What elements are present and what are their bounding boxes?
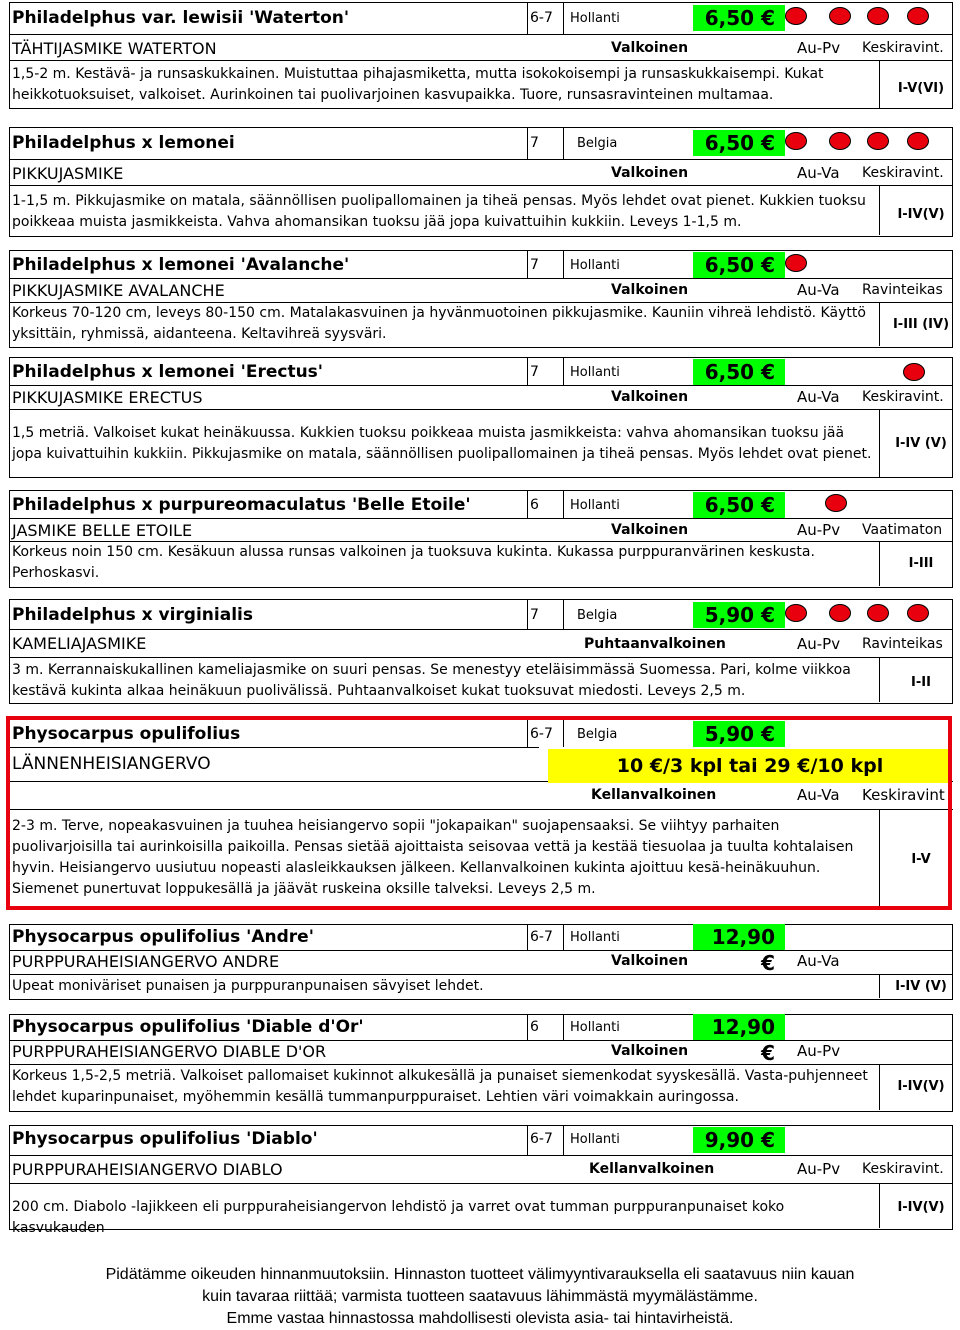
euro-symbol: € bbox=[761, 360, 775, 384]
flower-color: Valkoinen bbox=[611, 389, 689, 405]
finnish-name: PURPPURAHEISIANGERVO ANDRE bbox=[12, 952, 280, 971]
finnish-name: PIKKUJASMIKE AVALANCHE bbox=[12, 281, 225, 300]
product-name: Philadelphus x lemonei 'Erectus' bbox=[12, 362, 323, 382]
disclaimer-footer bbox=[0, 1264, 960, 1330]
hardiness-zone: 6 bbox=[530, 1019, 539, 1035]
rating-dot bbox=[785, 132, 807, 150]
disclaimer-line: Pidätämme oikeuden hinnanmuutoksiin. Hinnaston tuotteet välimyyntivarauksella eli saatavuus niin kauan bbox=[105, 1266, 855, 1283]
finnish-name: LÄNNENHEISIANGERVO bbox=[12, 754, 211, 774]
soil-demand: Keskiravint bbox=[862, 786, 945, 804]
euro-symbol: € bbox=[761, 131, 775, 155]
price-box bbox=[693, 1014, 785, 1065]
growing-zones: I-IV(V) bbox=[897, 1200, 945, 1215]
soil-demand: Keskiravint. bbox=[862, 389, 944, 405]
bloom-period: Au-Va bbox=[797, 164, 840, 182]
rating-dot bbox=[785, 7, 807, 25]
origin-country: Hollanti bbox=[570, 258, 620, 273]
description: Upeat moniväriset punaisen ja purppuranpunaisen sävyiset lehdet. bbox=[12, 978, 484, 994]
bloom-period: Au-Va bbox=[797, 952, 840, 970]
origin-country: Hollanti bbox=[570, 1020, 620, 1035]
soil-demand: Keskiravint. bbox=[862, 1161, 944, 1177]
price: 5,90 bbox=[704, 722, 755, 746]
flower-color: Valkoinen bbox=[611, 1043, 689, 1059]
product-entry bbox=[9, 127, 953, 237]
product-name: Philadelphus x purpureomaculatus 'Belle Etoile' bbox=[12, 495, 471, 515]
description: Korkeus noin 150 cm. Kesäkuun alussa runsas valkoinen ja tuoksuva kukinta. Kukassa purppuranvärinen keskusta. Perhoskasvi. bbox=[12, 544, 815, 581]
bloom-period: Au-Va bbox=[797, 388, 840, 406]
flower-color: Valkoinen bbox=[611, 40, 689, 56]
hardiness-zone: 6 bbox=[530, 497, 539, 513]
origin-country: Hollanti bbox=[570, 498, 620, 513]
product-name: Physocarpus opulifolius bbox=[12, 724, 241, 744]
product-name: Physocarpus opulifolius 'Diablo' bbox=[12, 1129, 318, 1149]
rating-dot bbox=[907, 7, 929, 25]
growing-zones: I-V bbox=[911, 852, 931, 867]
price: 6,50 bbox=[704, 131, 755, 155]
price-box bbox=[693, 359, 785, 385]
description: Korkeus 1,5-2,5 metriä. Valkoiset pallomaiset kukinnot alkukesällä ja punaiset siemenkodat syyskesällä. Vasta-puhjenneet lehdet kuparinpunaiset, myöhemmin kesällä tummanpurppuraiset. Lehtien väri voimakkain auringossa. bbox=[12, 1068, 868, 1105]
euro-symbol: € bbox=[761, 253, 775, 277]
description: 1-1,5 m. Pikkujasmike on matala, säännöllisen puolipallomainen ja tiheä pensas. Myös lehdet ovat pienet. Kukkien tuoksu poikkeaa muista jasmikkeista. Vahva ahomansikan tuoksu jää jopa kuivattuihin kukkiin. Leveys 1-1,5 m. bbox=[12, 193, 866, 230]
finnish-name: PURPPURAHEISIANGERVO DIABLO bbox=[12, 1160, 283, 1179]
price-box bbox=[693, 492, 785, 518]
promo-offer: 10 €/3 kpl tai 29 €/10 kpl bbox=[548, 749, 952, 783]
rating-dot bbox=[907, 132, 929, 150]
hardiness-zone: 6-7 bbox=[530, 726, 553, 742]
growing-zones: I-III bbox=[908, 556, 934, 571]
flower-color: Puhtaanvalkoinen bbox=[584, 636, 726, 652]
description: 3 m. Kerrannaiskukallinen kameliajasmike on suuri pensas. Se menestyy eteläisimmässä Suomessa. Pari, kolme viikkoa kestävä kukinta alkaa heinäkuun puolivälissä. Puhtaanvalkoiset kukat tuoksuvat miedosti. Leveys 2,5 m. bbox=[12, 662, 851, 699]
soil-demand: Ravinteikas bbox=[862, 282, 943, 298]
bloom-period: Au-Pv bbox=[797, 1160, 841, 1178]
euro-symbol: € bbox=[761, 493, 775, 517]
product-name: Philadelphus var. lewisii 'Waterton' bbox=[12, 8, 350, 28]
soil-demand: Keskiravint. bbox=[862, 165, 944, 181]
rating-dot bbox=[867, 132, 889, 150]
price-box bbox=[693, 602, 785, 628]
product-name: Philadelphus x lemonei 'Avalanche' bbox=[12, 255, 350, 275]
bloom-period: Au-Pv bbox=[797, 39, 841, 57]
euro-symbol: € bbox=[761, 951, 775, 975]
product-entry bbox=[9, 599, 953, 704]
hardiness-zone: 7 bbox=[530, 135, 539, 151]
euro-symbol: € bbox=[761, 1128, 775, 1152]
hardiness-zone: 6-7 bbox=[530, 929, 553, 945]
finnish-name: PIKKUJASMIKE ERECTUS bbox=[12, 388, 203, 407]
price: 9,90 bbox=[704, 1128, 755, 1152]
hardiness-zone: 7 bbox=[530, 257, 539, 273]
flower-color: Valkoinen bbox=[611, 522, 689, 538]
flower-color: Valkoinen bbox=[611, 953, 689, 969]
bloom-period: Au-Pv bbox=[797, 521, 841, 539]
growing-zones: I-V(VI) bbox=[897, 81, 945, 96]
finnish-name: TÄHTIJASMIKE WATERTON bbox=[12, 39, 217, 58]
growing-zones: I-IV (V) bbox=[895, 979, 947, 994]
product-entry bbox=[9, 357, 953, 478]
bloom-period: Au-Pv bbox=[797, 1042, 841, 1060]
price: 6,50 bbox=[704, 360, 755, 384]
description: 200 cm. Diabolo -lajikkeen eli purppuraheisiangervon lehdistö ja varret ovat tumman purppuranpunaiset koko kasvukauden bbox=[12, 1199, 785, 1236]
product-name: Philadelphus x virginialis bbox=[12, 605, 253, 625]
price-box bbox=[693, 130, 785, 156]
product-entry bbox=[9, 250, 953, 348]
growing-zones: I-III (IV) bbox=[892, 317, 950, 332]
price: 6,50 bbox=[704, 493, 755, 517]
soil-demand: Vaatimaton bbox=[862, 522, 943, 538]
origin-country: Hollanti bbox=[570, 11, 620, 26]
disclaimer-line: kuin tavaraa riittää; varmista tuotteen saatavuus lähimmästä myymälästämme. bbox=[202, 1288, 758, 1305]
rating-dot bbox=[867, 604, 889, 622]
hardiness-zone: 6-7 bbox=[530, 1131, 553, 1147]
disclaimer-line: Emme vastaa hinnastossa mahdollisesti olevista asia- tai hintavirheistä. bbox=[226, 1310, 734, 1327]
price: 12,90 bbox=[711, 925, 775, 949]
finnish-name: KAMELIAJASMIKE bbox=[12, 634, 147, 653]
origin-country: Hollanti bbox=[570, 930, 620, 945]
growing-zones: I-IV (V) bbox=[895, 436, 947, 451]
rating-dot bbox=[829, 7, 851, 25]
origin-country: Hollanti bbox=[570, 1132, 620, 1147]
price-box bbox=[693, 5, 785, 31]
growing-zones: I-IV(V) bbox=[897, 207, 945, 222]
price: 6,50 bbox=[704, 6, 755, 30]
hardiness-zone: 6-7 bbox=[530, 10, 553, 26]
rating-dot bbox=[785, 604, 807, 622]
bloom-period: Au-Va bbox=[797, 281, 840, 299]
price-box bbox=[693, 252, 785, 278]
product-name: Physocarpus opulifolius 'Diable d'Or' bbox=[12, 1017, 364, 1037]
price: 12,90 bbox=[711, 1015, 775, 1039]
finnish-name: JASMIKE BELLE ETOILE bbox=[12, 521, 193, 540]
bloom-period: Au-Va bbox=[797, 786, 840, 804]
flower-color: Kellanvalkoinen bbox=[591, 787, 717, 803]
flower-color: Kellanvalkoinen bbox=[589, 1161, 715, 1177]
product-entry bbox=[9, 490, 953, 588]
product-entry bbox=[9, 2, 953, 109]
description: 2-3 m. Terve, nopeakasvuinen ja tuuhea heisiangervo sopii "jokapaikan" suojapensaaksi. Se viihtyy parhaiten puolivarjoisilla tai aurinkoisilla paikoilla. Pensas sietää ajoittaista seisovaa vettä ja kestää tiesuolaa ja tuulta kohtalaisen hyvin. Heisiangervo uusiutuu nopeasti alasleikkauksen jälkeen. Kellanvalkoinen kukinta ajoittuu kesä-heinäkuuhun. Siemenet punertuvat loppukesällä ja jäävät ruskeina oksille talveksi. Leveys 2,5 m. bbox=[12, 818, 854, 897]
rating-dot bbox=[825, 494, 847, 512]
soil-demand: Ravinteikas bbox=[862, 636, 943, 652]
euro-symbol: € bbox=[761, 1041, 775, 1065]
rating-dot bbox=[867, 7, 889, 25]
hardiness-zone: 7 bbox=[530, 607, 539, 623]
price: 6,50 bbox=[704, 253, 755, 277]
price: 5,90 bbox=[704, 603, 755, 627]
euro-symbol: € bbox=[761, 603, 775, 627]
price-box bbox=[693, 924, 785, 975]
rating-dot bbox=[829, 132, 851, 150]
rating-dot bbox=[785, 254, 807, 272]
description: 1,5-2 m. Kestävä- ja runsaskukkainen. Muistuttaa pihajasmiketta, mutta isokokoisempi ja runsaskukkaisempi. Kukat heikkotuoksuiset, valkoiset. Aurinkoinen tai puolivarjoinen kasvupaikka. Tuore, runsasravinteinen multamaa. bbox=[12, 66, 824, 103]
product-name: Physocarpus opulifolius 'Andre' bbox=[12, 927, 314, 947]
origin-country: Hollanti bbox=[570, 365, 620, 380]
product-name: Philadelphus x lemonei bbox=[12, 133, 235, 153]
rating-dot bbox=[903, 363, 925, 381]
description: 1,5 metriä. Valkoiset kukat heinäkuussa. Kukkien tuoksu poikkeaa muista jasmikkeista: vahva ahomansikan tuoksu jää jopa kuivattuihin kukkiin. Pikkujasmike on matala, säännöllisen puolipallomainen ja tiheä pensas. Myös lehdet ovat pienet. bbox=[12, 425, 872, 462]
hardiness-zone: 7 bbox=[530, 364, 539, 380]
bloom-period: Au-Pv bbox=[797, 635, 841, 653]
flower-color: Valkoinen bbox=[611, 165, 689, 181]
finnish-name: PIKKUJASMIKE bbox=[12, 164, 124, 183]
origin-country: Belgia bbox=[577, 136, 618, 151]
euro-symbol: € bbox=[761, 722, 775, 746]
growing-zones: I-II bbox=[911, 675, 931, 690]
product-entry bbox=[9, 924, 953, 1000]
highlight-frame bbox=[6, 716, 952, 910]
product-entry bbox=[9, 1014, 953, 1112]
soil-demand: Keskiravint. bbox=[862, 40, 944, 56]
rating-dot bbox=[907, 604, 929, 622]
euro-symbol: € bbox=[761, 6, 775, 30]
origin-country: Belgia bbox=[577, 608, 618, 623]
rating-dot bbox=[829, 604, 851, 622]
flower-color: Valkoinen bbox=[611, 282, 689, 298]
origin-country: Belgia bbox=[577, 727, 618, 742]
price-box bbox=[693, 1127, 785, 1153]
growing-zones: I-IV(V) bbox=[897, 1079, 945, 1094]
product-entry bbox=[9, 1125, 953, 1236]
description: Korkeus 70-120 cm, leveys 80-150 cm. Matalakasvuinen ja hyvänmuotoinen pikkujasmike. Kauniin vihreä lehdistö. Käyttö yksittäin, ryhmissä, aidanteena. Keltavihreä syysväri. bbox=[12, 305, 866, 342]
finnish-name: PURPPURAHEISIANGERVO DIABLE D'OR bbox=[12, 1042, 327, 1061]
